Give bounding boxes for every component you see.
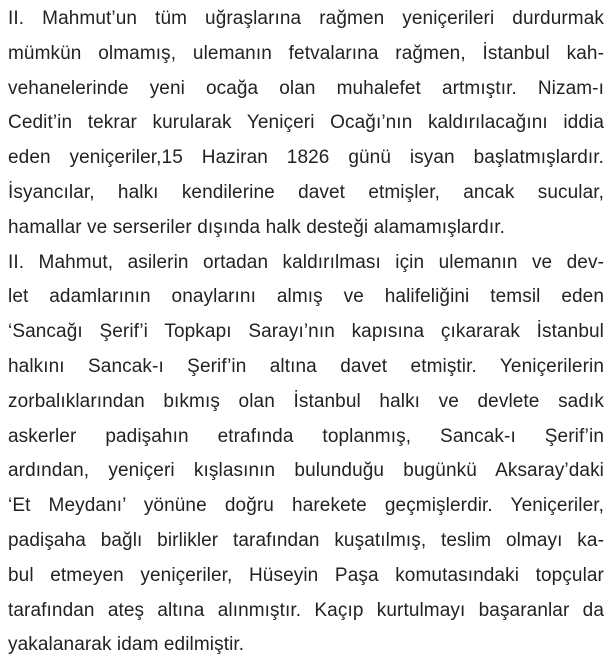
paragraph-2 [8, 246, 604, 663]
text-line: eden yeniçeriler,15 Haziran 1826 günü isyan başlatmışlardır. [8, 147, 604, 169]
text-line: vehanelerinde yeni ocağa olan muhalefet artmıştır. Nizam-ı [8, 77, 604, 99]
text-line: zorbalıklarından bıkmış olan İstanbul halkı ve devlete sadık [8, 390, 604, 412]
text-line: II. Mahmut’un tüm uğraşlarına rağmen yeniçerileri durdurmak [8, 8, 604, 29]
text-line: Cedit’in tekrar kurularak Yeniçeri Ocağı’nın kaldırılacağını iddia [8, 112, 604, 134]
text-line: İsyancılar, halkı kendilerine davet etmişler, ancak sucular, [8, 181, 604, 203]
text-line: let adamlarının onaylarını almış ve halifeliğini temsil eden [8, 286, 604, 308]
text-line: II. Mahmut, asilerin ortadan kaldırılması için ulemanın ve dev- [8, 251, 604, 273]
text-line: hamallar ve serseriler dışında halk desteği alamamışlardır. [8, 216, 505, 238]
text-line: padişaha bağlı birlikler tarafından kuşatılmış, teslim olmayı ka- [8, 529, 604, 551]
text-line: ‘Sancağı Şerif’i Topkapı Sarayı’nın kapısına çıkararak İstanbul [8, 321, 604, 343]
text-line: ardından, yeniçeri kışlasının bulunduğu bugünkü Aksaray’daki [8, 460, 604, 482]
text-line: askerler padişahın etrafında toplanmış, Sancak-ı Şerif’in [8, 425, 604, 447]
text-line: ‘Et Meydanı’ yönüne doğru harekete geçmişlerdir. Yeniçeriler, [8, 495, 604, 517]
paragraph-1 [8, 2, 604, 246]
text-line: yakalanarak idam edilmiştir. [8, 634, 245, 656]
text-line: halkını Sancak-ı Şerif’in altına davet etmiştir. Yeniçerilerin [8, 355, 604, 377]
text-line: mümkün olmamış, ulemanın fetvalarına rağmen, İstanbul kah- [8, 42, 604, 64]
text-line: tarafından ateş altına alınmıştır. Kaçıp kurtulmayı başaranlar da [8, 599, 604, 621]
text-line: bul etmeyen yeniçeriler, Hüseyin Paşa komutasındaki topçular [8, 564, 604, 586]
